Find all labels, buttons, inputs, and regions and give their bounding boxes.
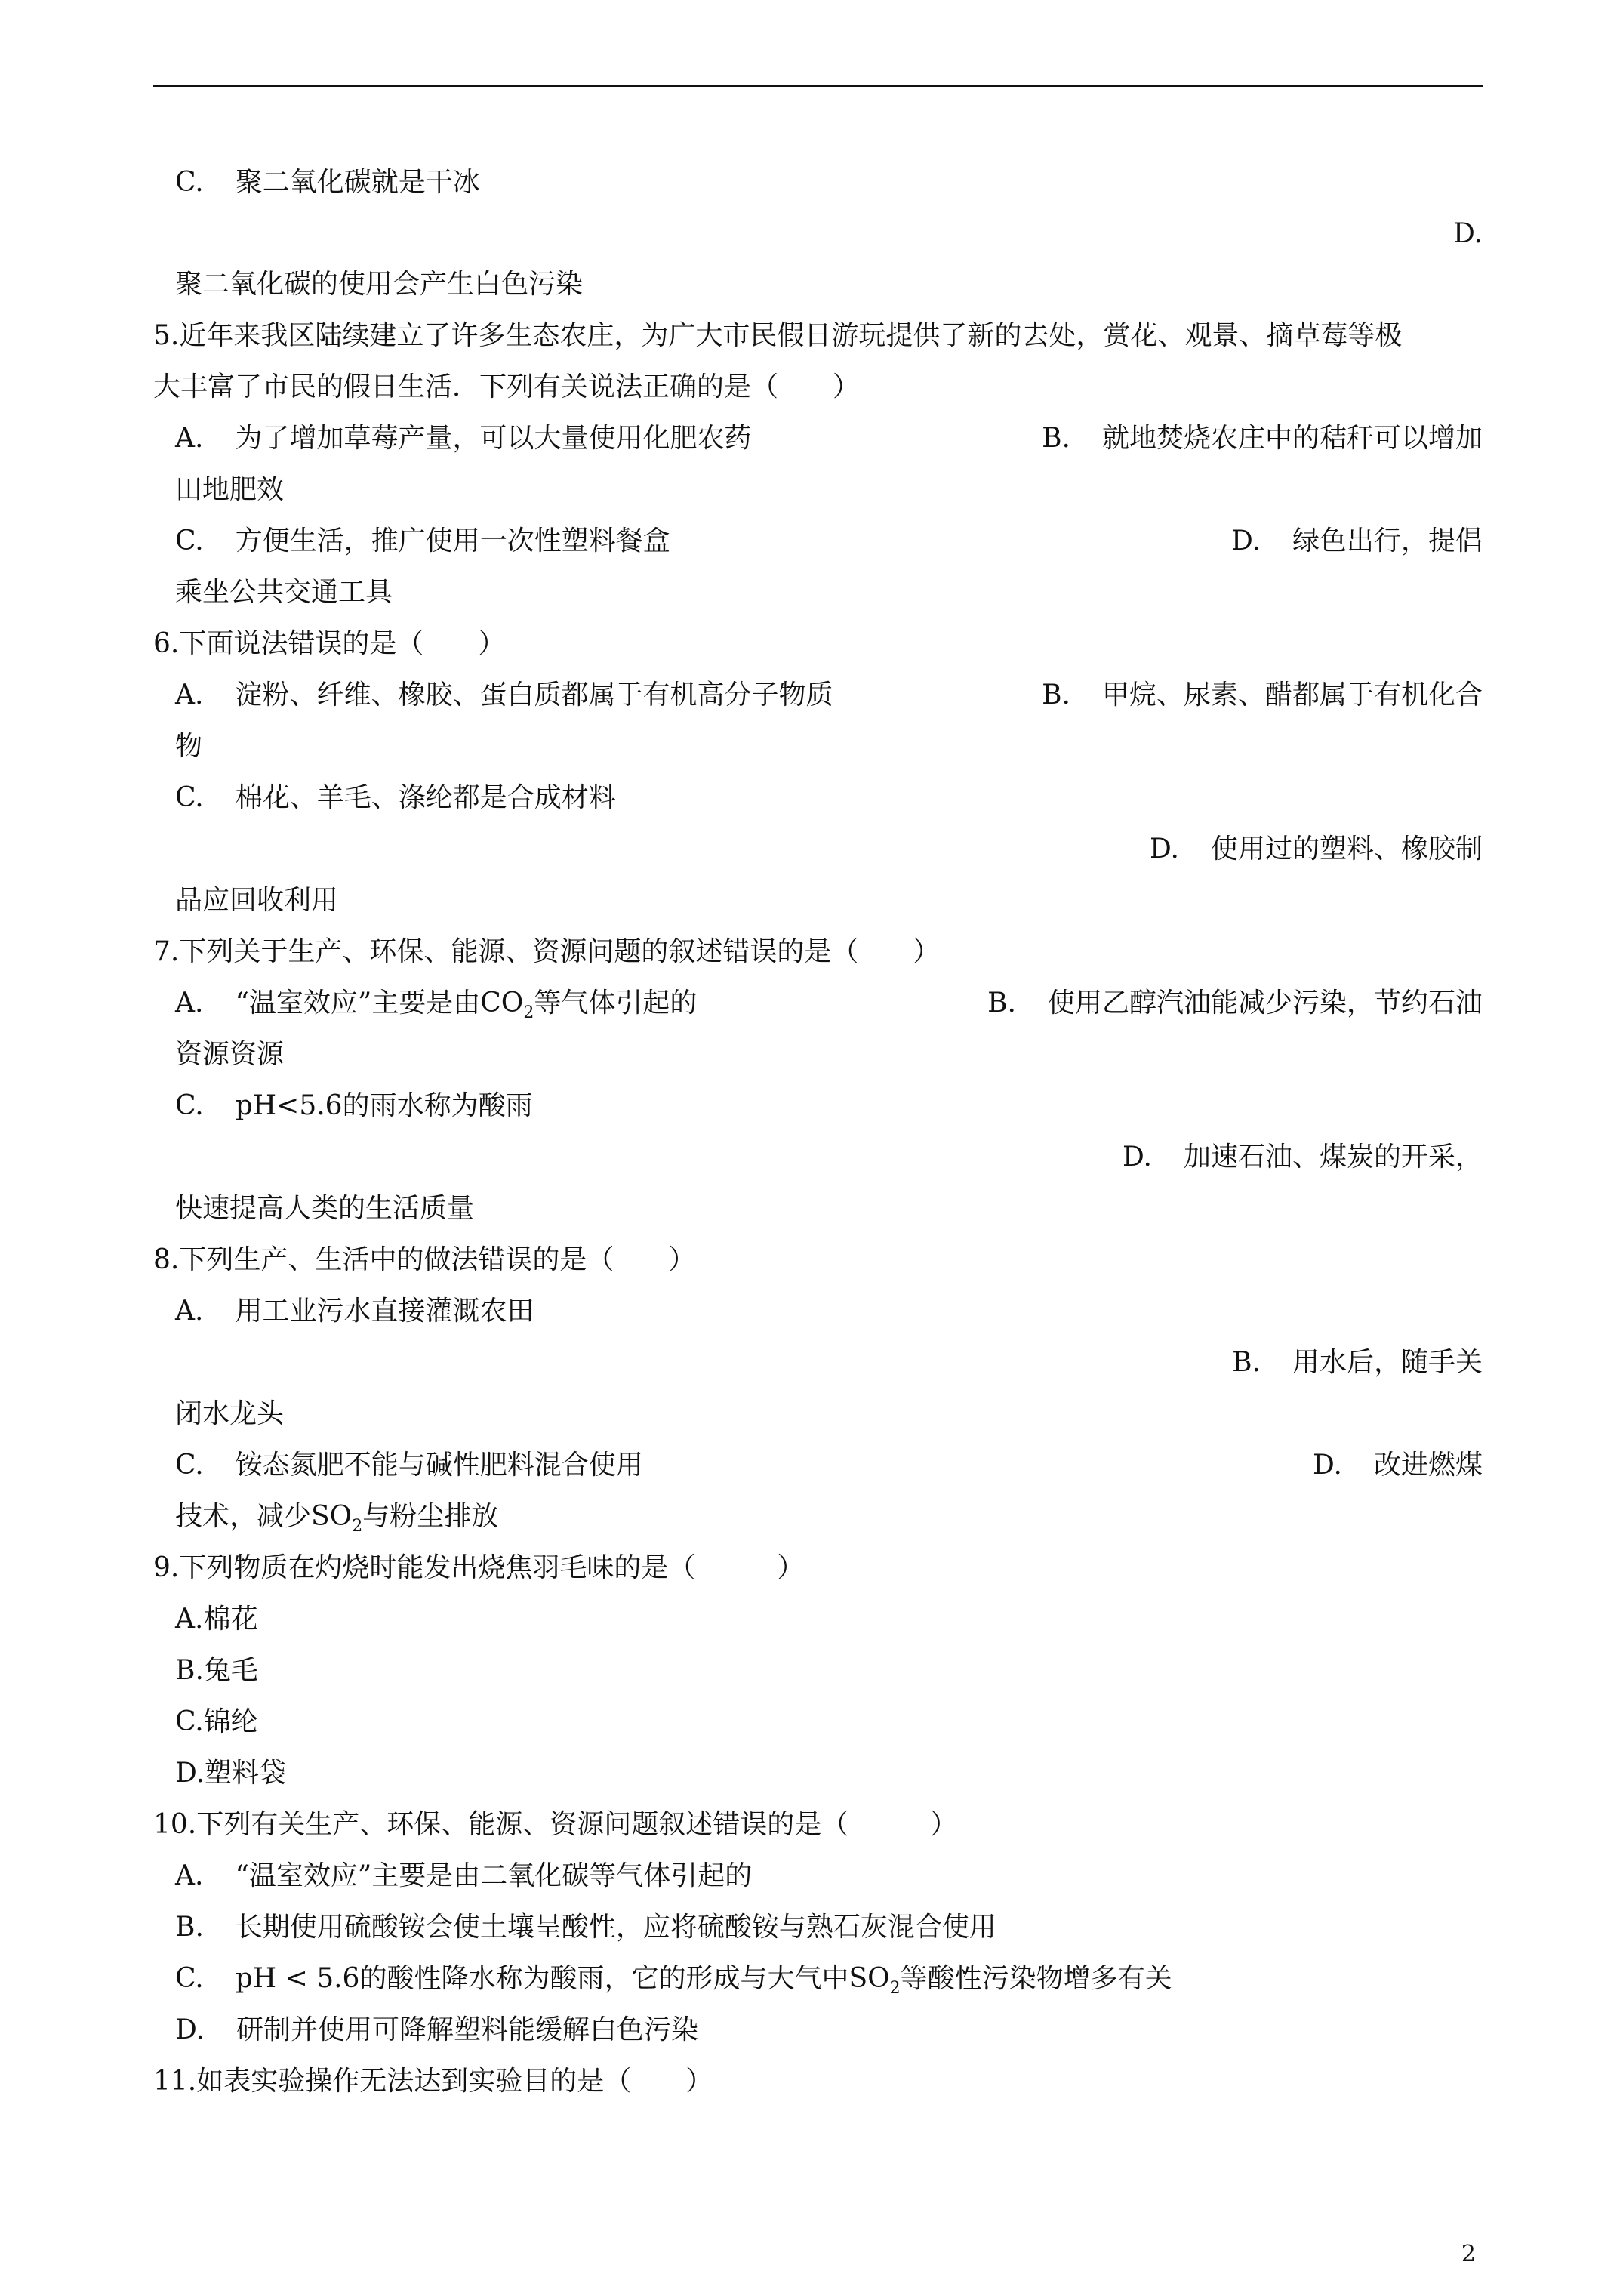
q8-option-d-cont: 技术，减少$SO_2$与粉尘排放 (175, 1501, 499, 1536)
q8-option-b: B. 用水后，随手关 (1232, 1347, 1483, 1378)
q7-stem: 7.下列关于生产、环保、能源、资源问题的叙述错误的是（ ） (153, 936, 941, 967)
q5-option-b-cont: 田地肥效 (175, 474, 285, 505)
q6-stem: 6.下面说法错误的是（ ） (153, 628, 506, 659)
q4-option-d-label: D. (1452, 218, 1483, 249)
q10-option-a: A. “温室效应”主要是由二氧化碳等气体引起的 (175, 1860, 753, 1891)
q6-option-b: B. 甲烷、尿素、醋都属于有机化合 (1042, 680, 1483, 710)
q7-option-a: A. “温室效应”主要是由$CO_2$等气体引起的 (175, 988, 698, 1023)
q5-option-a: A. 为了增加草莓产量，可以大量使用化肥农药 (175, 423, 752, 454)
q7-option-d-cont: 快速提高人类的生活质量 (175, 1193, 475, 1224)
q10-option-d: D. 研制并使用可降解塑料能缓解白色污染 (175, 2014, 699, 2045)
q6-option-d-cont: 品应回收利用 (175, 885, 339, 916)
q4-option-c: C. 聚二氧化碳就是干冰 (175, 167, 480, 198)
q9-option-c: C.锦纶 (175, 1706, 258, 1737)
q5-option-d-cont: 乘坐公共交通工具 (175, 577, 393, 608)
q5-option-c: C. 方便生活，推广使用一次性塑料餐盒 (175, 525, 670, 556)
q9-option-d: D.塑料袋 (175, 1758, 287, 1789)
q8-option-b-cont: 闭水龙头 (175, 1398, 285, 1429)
q6-option-d: D. 使用过的塑料、橡胶制 (1149, 834, 1483, 864)
q10-option-c: C. pH < 5.6的酸性降水称为酸雨，它的形成与大气中$SO_2$等酸性污染物增多有关 (175, 1963, 1172, 1999)
q4-option-d-text: 聚二氧化碳的使用会产生白色污染 (175, 269, 584, 300)
header-rule (153, 85, 1483, 87)
q9-stem: 9.下列物质在灼烧时能发出烧焦羽毛味的是（ ） (153, 1552, 805, 1583)
q8-option-c: C. 铵态氮肥不能与碱性肥料混合使用 (175, 1450, 643, 1481)
q7-option-b-cont: 资源资源 (175, 1039, 285, 1070)
q6-option-c: C. 棉花、羊毛、涤纶都是合成材料 (175, 782, 616, 813)
q6-option-a: A. 淀粉、纤维、橡胶、蛋白质都属于有机高分子物质 (175, 680, 833, 710)
q5-option-d: D. 绿色出行，提倡 (1230, 525, 1483, 556)
q6-option-b-cont: 物 (175, 731, 203, 762)
q8-option-a: A. 用工业污水直接灌溉农田 (175, 1296, 534, 1327)
q7-option-c: C. pH<5.6的雨水称为酸雨 (175, 1090, 533, 1121)
q10-option-b: B. 长期使用硫酸铵会使土壤呈酸性，应将硫酸铵与熟石灰混合使用 (175, 1912, 996, 1943)
q7-option-d: D. 加速石油、煤炭的开采， (1122, 1142, 1483, 1173)
q8-stem: 8.下列生产、生活中的做法错误的是（ ） (153, 1244, 696, 1275)
q9-option-b: B.兔毛 (175, 1655, 258, 1686)
page-number: 2 (1461, 2241, 1476, 2267)
q8-option-d: D. 改进燃煤 (1312, 1450, 1483, 1481)
q5-option-b: B. 就地焚烧农庄中的秸秆可以增加 (1042, 423, 1483, 454)
q5-stem-line2: 大丰富了市民的假日生活．下列有关说法正确的是（ ） (153, 371, 861, 402)
q9-option-a: A.棉花 (175, 1604, 258, 1635)
q10-stem: 10.下列有关生产、环保、能源、资源问题叙述错误的是（ ） (153, 1809, 958, 1840)
q5-stem-line1: 5.近年来我区陆续建立了许多生态农庄，为广大市民假日游玩提供了新的去处，赏花、观景、摘草莓等极 (153, 320, 1403, 351)
q11-stem: 11.如表实验操作无法达到实验目的是（ ） (153, 2066, 713, 2097)
q7-option-b: B. 使用乙醇汽油能减少污染，节约石油 (987, 988, 1483, 1019)
